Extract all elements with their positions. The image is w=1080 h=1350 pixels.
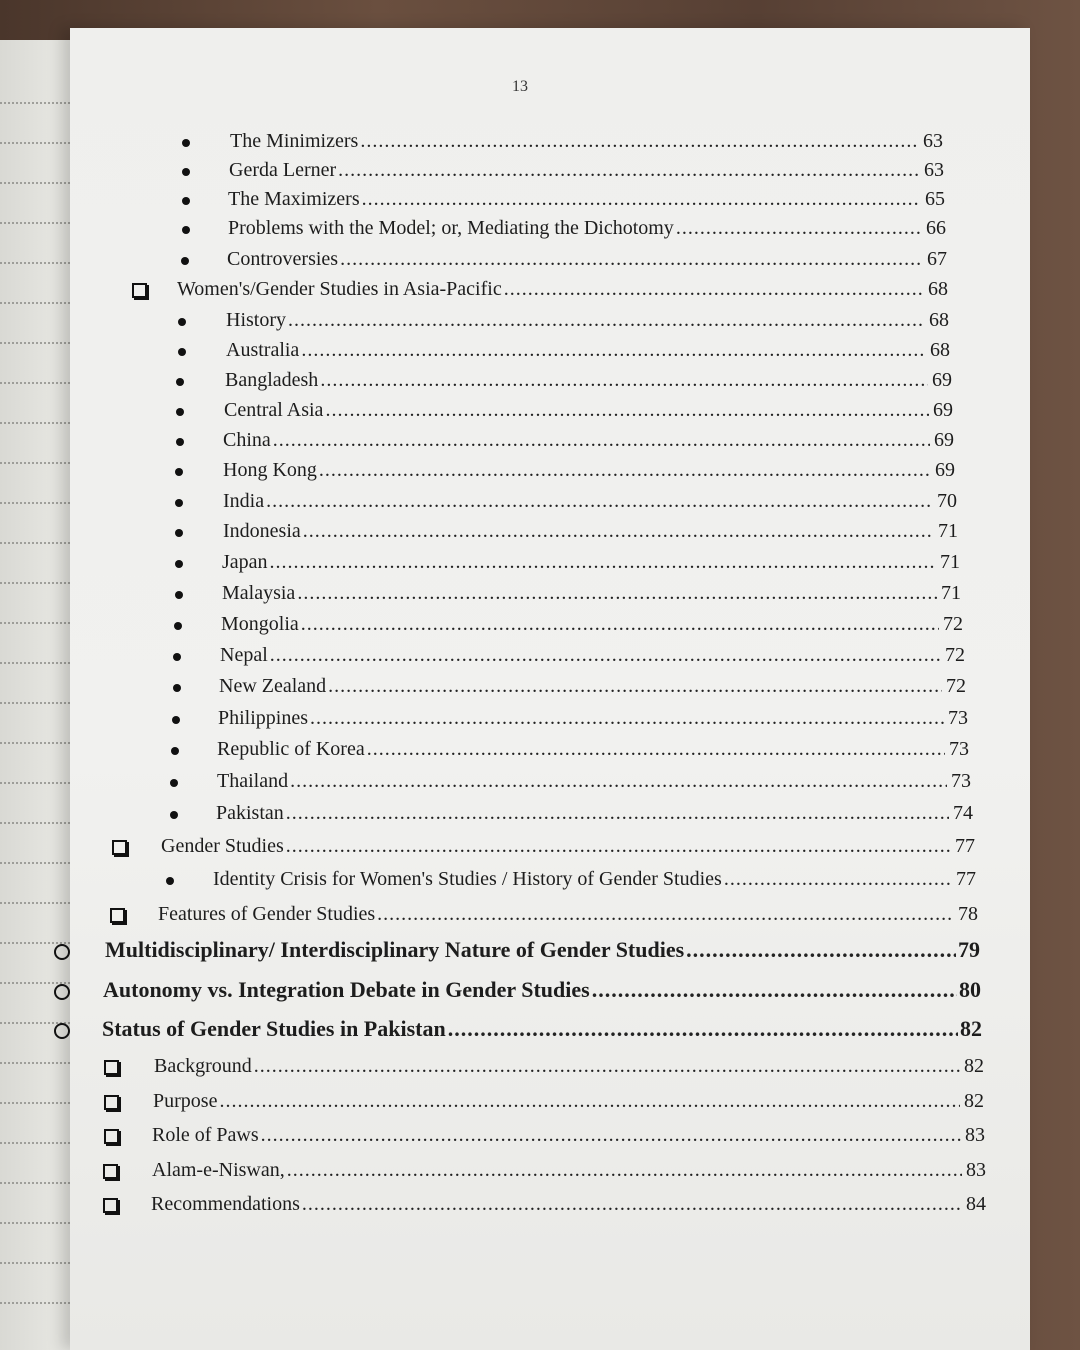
dot-leader <box>266 488 933 514</box>
circle-bullet-icon <box>54 1023 70 1039</box>
toc-entry-title: Indonesia <box>223 520 301 542</box>
toc-entry <box>222 549 960 575</box>
bullet-icon <box>176 408 184 416</box>
toc-entry-page: 84 <box>966 1193 986 1215</box>
toc-entry <box>161 833 975 859</box>
book-page <box>70 28 1030 1350</box>
toc-entry-title: Malaysia <box>222 582 296 604</box>
toc-entry <box>218 705 968 731</box>
toc-entry-page: 69 <box>935 459 955 481</box>
toc-entry-page: 66 <box>926 217 946 239</box>
toc-entry-title: Central Asia <box>224 399 324 421</box>
square-bullet-icon <box>112 840 127 855</box>
toc-entry <box>152 1157 986 1183</box>
bullet-icon <box>182 139 190 147</box>
toc-entry-title: Recommendations <box>151 1193 300 1215</box>
circle-bullet-icon <box>54 984 70 1000</box>
toc-entry-title: History <box>226 309 286 331</box>
toc-entry <box>102 1016 982 1042</box>
bullet-icon <box>173 653 181 661</box>
bullet-icon <box>173 684 181 692</box>
toc-entry-title: Features of Gender Studies <box>158 903 376 925</box>
toc-entry-title: Mongolia <box>221 613 299 635</box>
dot-leader <box>288 307 925 333</box>
toc-entry-title: India <box>223 490 265 512</box>
page-number: 13 <box>512 78 528 95</box>
toc-entry-title: Role of Paws <box>152 1124 259 1146</box>
toc-entry-title: Republic of Korea <box>217 738 365 760</box>
toc-entry <box>220 642 965 668</box>
dot-leader <box>362 186 921 212</box>
bullet-icon <box>174 622 182 630</box>
toc-entry-page: 82 <box>964 1090 984 1112</box>
bullet-icon <box>176 378 184 386</box>
dot-leader <box>338 157 920 183</box>
dot-leader <box>676 215 922 241</box>
toc-entry <box>223 427 954 453</box>
square-bullet-icon <box>132 283 147 298</box>
toc-entry <box>151 1191 986 1217</box>
toc-entry <box>152 1122 985 1148</box>
dot-leader <box>377 901 954 927</box>
dot-leader <box>320 367 928 393</box>
bullet-icon <box>166 877 174 885</box>
toc-entry <box>217 736 969 762</box>
toc-entry-page: 82 <box>964 1055 984 1077</box>
circle-bullet-icon <box>54 944 70 960</box>
dot-leader <box>301 337 926 363</box>
toc-entry-title: China <box>223 429 271 451</box>
toc-entry <box>226 337 950 363</box>
bullet-icon <box>182 226 190 234</box>
dot-leader <box>367 736 945 762</box>
toc-entry-page: 73 <box>948 707 968 729</box>
square-bullet-icon <box>103 1198 118 1213</box>
square-bullet-icon <box>104 1129 119 1144</box>
toc-entry <box>177 276 948 302</box>
toc-entry-page: 68 <box>929 309 949 331</box>
bullet-icon <box>181 257 189 265</box>
toc-entry-title: Status of Gender Studies in Pakistan <box>102 1016 446 1041</box>
toc-entry-page: 72 <box>946 675 966 697</box>
dot-leader <box>328 673 942 699</box>
toc-entry-page: 71 <box>938 520 958 542</box>
dot-leader <box>286 833 951 859</box>
toc-entry <box>216 800 973 826</box>
dot-leader <box>286 800 949 826</box>
toc-entry-page: 72 <box>943 613 963 635</box>
toc-entry-title: Problems with the Model; or, Mediating the Dichotomy <box>228 217 674 239</box>
dot-leader <box>724 866 952 892</box>
toc-entry-title: Bangladesh <box>225 369 319 391</box>
toc-entry <box>227 246 947 272</box>
toc-entry-page: 69 <box>934 429 954 451</box>
dot-leader <box>297 580 937 606</box>
toc-entry <box>158 901 978 927</box>
toc-entry <box>224 397 953 423</box>
toc-entry-title: Multidisciplinary/ Interdisciplinary Nature of Gender Studies <box>105 937 685 962</box>
bullet-icon <box>178 318 186 326</box>
toc-entry-page: 73 <box>949 738 969 760</box>
toc-entry-title: Gender Studies <box>161 835 284 857</box>
bullet-icon <box>176 438 184 446</box>
toc-entry <box>217 768 971 794</box>
toc-entry-title: The Minimizers <box>230 130 359 152</box>
toc-entry-page: 63 <box>924 159 944 181</box>
toc-entry-page: 71 <box>941 582 961 604</box>
toc-entry-page: 69 <box>933 399 953 421</box>
dot-leader <box>360 128 919 154</box>
bullet-icon <box>170 779 178 787</box>
bullet-icon <box>175 468 183 476</box>
toc-entry-page: 78 <box>958 903 978 925</box>
dot-leader <box>686 937 956 963</box>
bullet-icon <box>175 529 183 537</box>
bullet-icon <box>175 591 183 599</box>
bullet-icon <box>170 811 178 819</box>
toc-entry-page: 65 <box>925 188 945 210</box>
square-bullet-icon <box>103 1164 118 1179</box>
toc-entry-title: Purpose <box>153 1090 218 1112</box>
dot-leader <box>270 642 941 668</box>
toc-entry <box>223 488 957 514</box>
dot-leader <box>261 1122 961 1148</box>
dot-leader <box>319 457 931 483</box>
toc-entry-page: 68 <box>930 339 950 361</box>
toc-entry-page: 79 <box>958 937 980 962</box>
toc-entry-title: Women's/Gender Studies in Asia-Pacific <box>177 278 502 300</box>
toc-entry <box>153 1088 984 1114</box>
toc-entry-title: Pakistan <box>216 802 284 824</box>
dot-leader <box>448 1016 958 1042</box>
toc-entry <box>228 186 945 212</box>
toc-entry <box>213 866 976 892</box>
bullet-icon <box>175 560 183 568</box>
dot-leader <box>325 397 929 423</box>
toc-entry-page: 70 <box>937 490 957 512</box>
toc-entry-page: 77 <box>955 835 975 857</box>
toc-entry <box>105 937 980 963</box>
toc-entry-page: 68 <box>928 278 948 300</box>
toc-entry <box>229 157 944 183</box>
toc-entry-title: Controversies <box>227 248 339 270</box>
bullet-icon <box>171 747 179 755</box>
dot-leader <box>340 246 923 272</box>
toc-entry-page: 72 <box>945 644 965 666</box>
toc-entry-title: Nepal <box>220 644 268 666</box>
toc-entry-title: Gerda Lerner <box>229 159 337 181</box>
bullet-icon <box>172 716 180 724</box>
bullet-icon <box>175 499 183 507</box>
toc-entry <box>226 307 949 333</box>
dot-leader <box>310 705 944 731</box>
table-of-contents <box>70 28 1030 1350</box>
toc-entry-title: Background <box>154 1055 252 1077</box>
toc-entry-page: 83 <box>965 1124 985 1146</box>
dot-leader <box>302 1191 962 1217</box>
square-bullet-icon <box>104 1095 119 1110</box>
toc-entry-title: Identity Crisis for Women's Studies / History of Gender Studies <box>213 868 722 890</box>
square-bullet-icon <box>110 908 125 923</box>
toc-entry <box>103 977 981 1003</box>
dot-leader <box>290 768 947 794</box>
toc-entry <box>230 128 943 154</box>
bullet-icon <box>178 348 186 356</box>
toc-entry-title: Thailand <box>217 770 289 792</box>
bullet-icon <box>182 197 190 205</box>
toc-entry <box>223 457 955 483</box>
toc-entry-page: 67 <box>927 248 947 270</box>
toc-entry <box>154 1053 984 1079</box>
toc-entry-page: 73 <box>951 770 971 792</box>
dot-leader <box>287 1157 962 1183</box>
dot-leader <box>504 276 924 302</box>
toc-entry-page: 82 <box>960 1016 982 1041</box>
toc-entry-page: 69 <box>932 369 952 391</box>
toc-entry <box>223 518 958 544</box>
toc-entry <box>228 215 946 241</box>
toc-entry-title: Hong Kong <box>223 459 317 481</box>
toc-entry <box>222 580 961 606</box>
toc-entry-page: 77 <box>956 868 976 890</box>
dot-leader <box>254 1053 960 1079</box>
toc-entry <box>219 673 966 699</box>
toc-entry-page: 74 <box>953 802 973 824</box>
bullet-icon <box>182 168 190 176</box>
toc-entry-title: The Maximizers <box>228 188 360 210</box>
dot-leader <box>303 518 934 544</box>
toc-entry-page: 63 <box>923 130 943 152</box>
toc-entry-title: Philippines <box>218 707 309 729</box>
dot-leader <box>270 549 936 575</box>
dot-leader <box>592 977 957 1003</box>
toc-entry <box>221 611 963 637</box>
toc-entry-title: Autonomy vs. Integration Debate in Gender Studies <box>103 977 590 1002</box>
dot-leader <box>301 611 939 637</box>
toc-entry-title: New Zealand <box>219 675 327 697</box>
toc-entry-title: Japan <box>222 551 268 573</box>
dot-leader <box>219 1088 960 1114</box>
toc-entry-page: 71 <box>940 551 960 573</box>
toc-entry-title: Alam-e-Niswan, <box>152 1159 285 1181</box>
toc-entry-page: 83 <box>966 1159 986 1181</box>
toc-entry-page: 80 <box>959 977 981 1002</box>
toc-entry <box>225 367 952 393</box>
dot-leader <box>273 427 930 453</box>
square-bullet-icon <box>104 1060 119 1075</box>
toc-entry-title: Australia <box>226 339 300 361</box>
